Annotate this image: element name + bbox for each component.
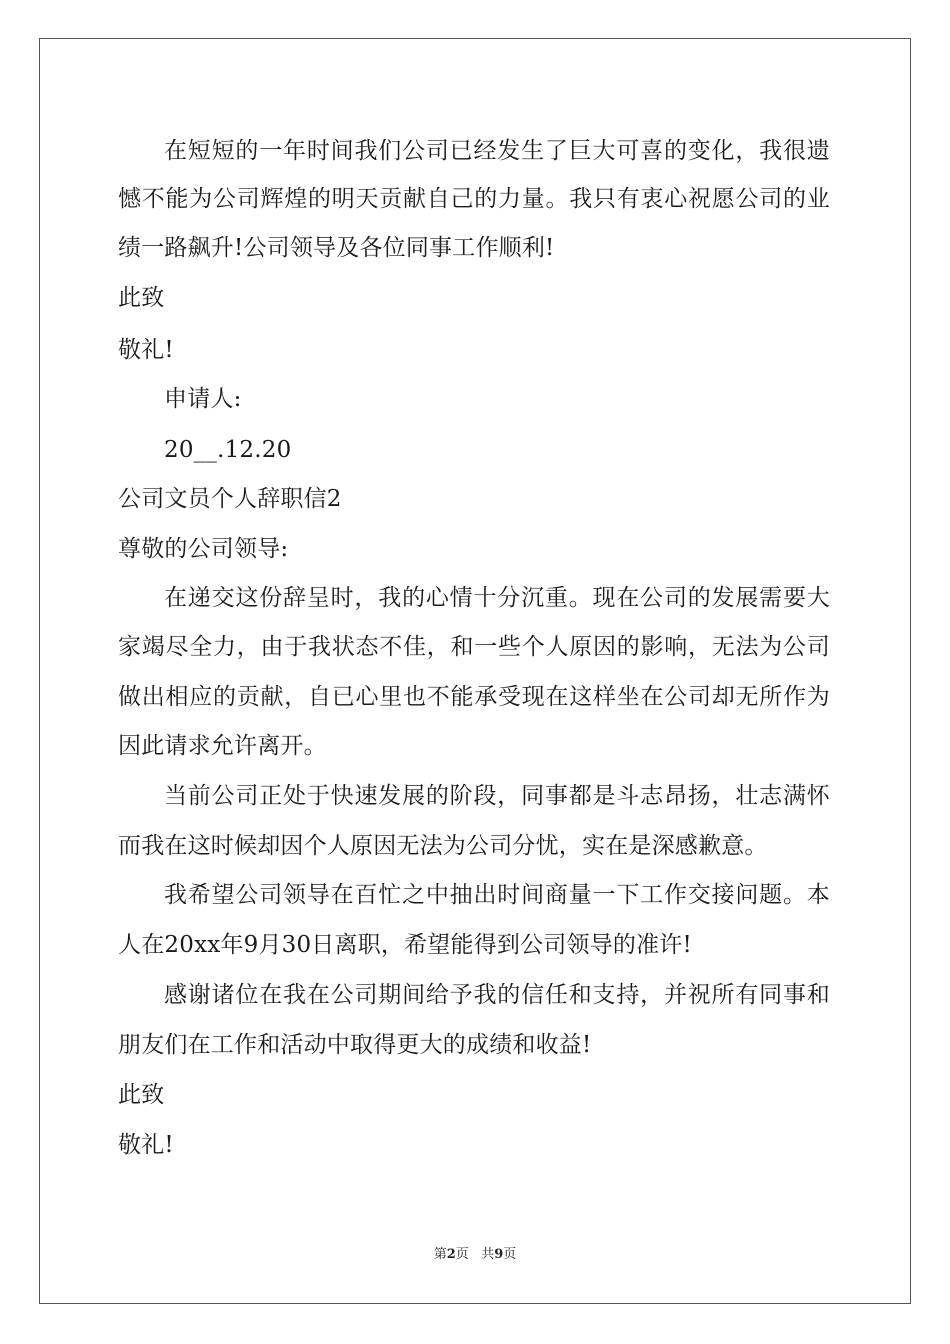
paragraph-line: 因此请求允许离开。 xyxy=(118,733,327,759)
date-line: 20__.12.20 xyxy=(164,437,292,463)
paragraph-line: 朋友们在工作和活动中取得更大的成绩和收益! xyxy=(118,1032,592,1058)
page-number: 2 xyxy=(446,1247,456,1262)
salutation-closing: 敬礼! xyxy=(118,337,174,363)
total-suffix: 页 xyxy=(503,1247,517,1262)
applicant-label: 申请人: xyxy=(164,386,242,412)
greeting: 尊敬的公司领导: xyxy=(118,536,289,562)
total-pages: 9 xyxy=(494,1247,504,1262)
closing-phrase: 此致 xyxy=(118,1082,165,1108)
salutation-closing: 敬礼! xyxy=(118,1132,174,1158)
page-suffix: 页 xyxy=(455,1247,469,1262)
closing-phrase: 此致 xyxy=(118,285,165,311)
paragraph-line: 憾不能为公司辉煌的明天贡献自己的力量。我只有衷心祝愿公司的业 xyxy=(118,186,830,212)
paragraph-line: 当前公司正处于快速发展的阶段，同事都是斗志昂扬，壮志满怀 xyxy=(164,783,830,809)
paragraph-line: 家竭尽全力，由于我状态不佳，和一些个人原因的影响，无法为公司 xyxy=(118,634,830,660)
paragraph-line: 绩一路飙升!公司领导及各位同事工作顺利! xyxy=(118,235,555,261)
letter-title: 公司文员个人辞职信2 xyxy=(118,486,342,512)
page-footer xyxy=(0,1246,950,1264)
paragraph-line: 在短短的一年时间我们公司已经发生了巨大可喜的变化，我很遗 xyxy=(164,138,830,164)
page-border xyxy=(39,38,911,1304)
paragraph-line: 而我在这时候却因个人原因无法为公司分忧，实在是深感歉意。 xyxy=(118,833,768,859)
paragraph-line: 感谢诸位在我在公司期间给予我的信任和支持，并祝所有同事和 xyxy=(164,982,830,1008)
paragraph-line: 做出相应的贡献，自已心里也不能承受现在这样坐在公司却无所作为 xyxy=(118,684,830,710)
total-prefix: 共 xyxy=(481,1247,495,1262)
paragraph-line: 我希望公司领导在百忙之中抽出时间商量一下工作交接问题。本 xyxy=(164,882,830,908)
paragraph-line: 人在20xx年9月30日离职，希望能得到公司领导的准许! xyxy=(118,932,692,958)
page-prefix: 第 xyxy=(433,1247,447,1262)
paragraph-line: 在递交这份辞呈时，我的心情十分沉重。现在公司的发展需要大 xyxy=(164,585,830,611)
